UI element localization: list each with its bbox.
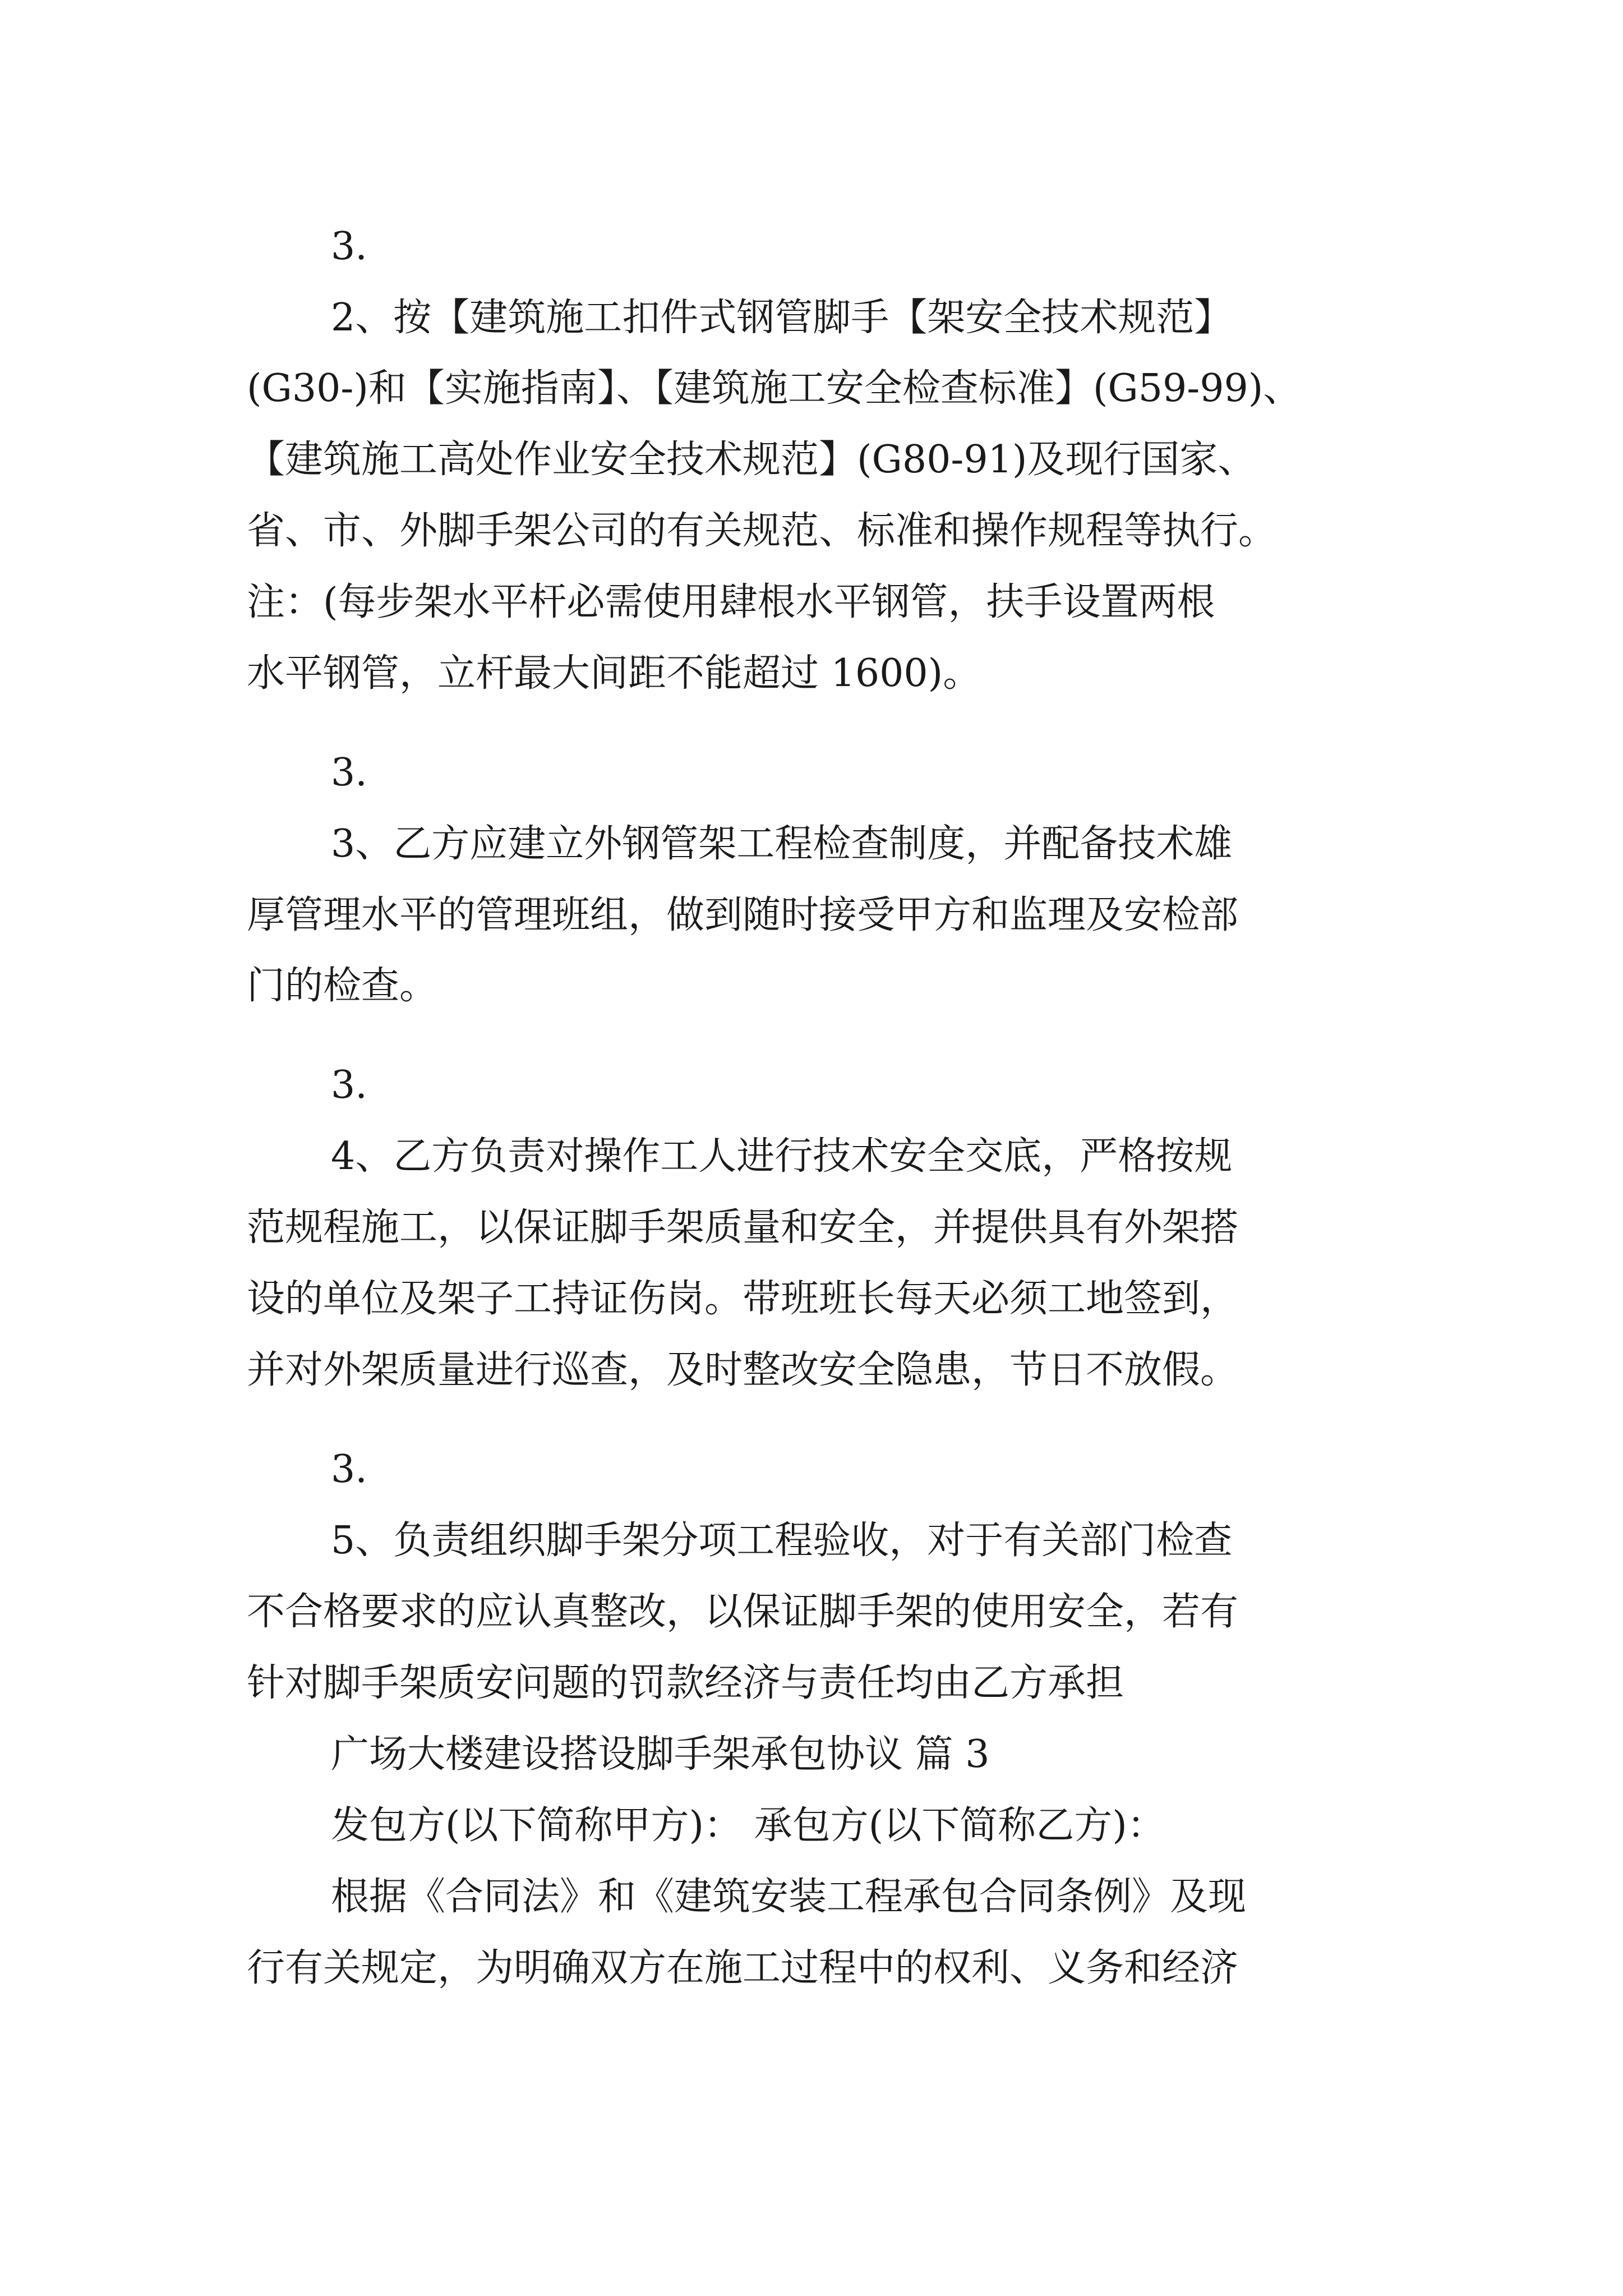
text-line: 发包方(以下简称甲方)： 承包方(以下简称乙方)：	[331, 1803, 1165, 1848]
text-line: 根据《合同法》和《建筑安装工程承包合同条例》及现	[331, 1875, 1247, 1919]
text-line: 针对脚手架质安问题的罚款经济与责任均由乙方承担	[247, 1661, 1124, 1705]
text-line: 【建筑施工高处作业安全技术规范】(G80-91)及现行国家、	[247, 438, 1256, 482]
text-line: 厚管理水平的管理班组，做到随时接受甲方和监理及安检部	[247, 893, 1239, 937]
paragraph-number: 3.	[331, 1447, 367, 1492]
text-line: 行有关规定，为明确双方在施工过程中的权利、义务和经济	[247, 1946, 1239, 1990]
text-line: 5、负责组织脚手架分项工程验收，对于有关部门检查	[331, 1519, 1233, 1563]
text-line: 范规程施工，以保证脚手架质量和安全，并提供具有外架搭	[247, 1205, 1239, 1250]
text-line: 并对外架质量进行巡查，及时整改安全隐患，节日不放假。	[247, 1348, 1239, 1392]
text-line: 2、按【建筑施工扣件式钢管脚手【架安全技术规范】	[331, 296, 1233, 340]
text-line: 水平钢管，立杆最大间距不能超过 1600)。	[247, 651, 981, 696]
text-line: (G30-)和【实施指南】、【建筑施工安全检查标准】(G59-99)、	[247, 366, 1302, 411]
text-line: 注：(每步架水平杆必需使用肆根水平钢管，扶手设置两根	[247, 580, 1215, 624]
text-line: 门的检查。	[247, 964, 438, 1008]
section-heading: 广场大楼建设搭设脚手架承包协议 篇 3	[331, 1732, 990, 1777]
paragraph-number: 3.	[331, 224, 367, 269]
text-line: 3、乙方应建立外钢管架工程检查制度，并配备技术雄	[331, 822, 1233, 866]
paragraph-number: 3.	[331, 751, 367, 795]
paragraph-number: 3.	[331, 1063, 367, 1107]
text-line: 省、市、外脚手架公司的有关规范、标准和操作规程等执行。	[247, 509, 1277, 553]
text-line: 设的单位及架子工持证伤岗。带班班长每天必须工地签到，	[247, 1277, 1239, 1321]
text-line: 不合格要求的应认真整改，以保证脚手架的使用安全，若有	[247, 1590, 1239, 1634]
text-line: 4、乙方负责对操作工人进行技术安全交底，严格按规	[331, 1134, 1233, 1179]
